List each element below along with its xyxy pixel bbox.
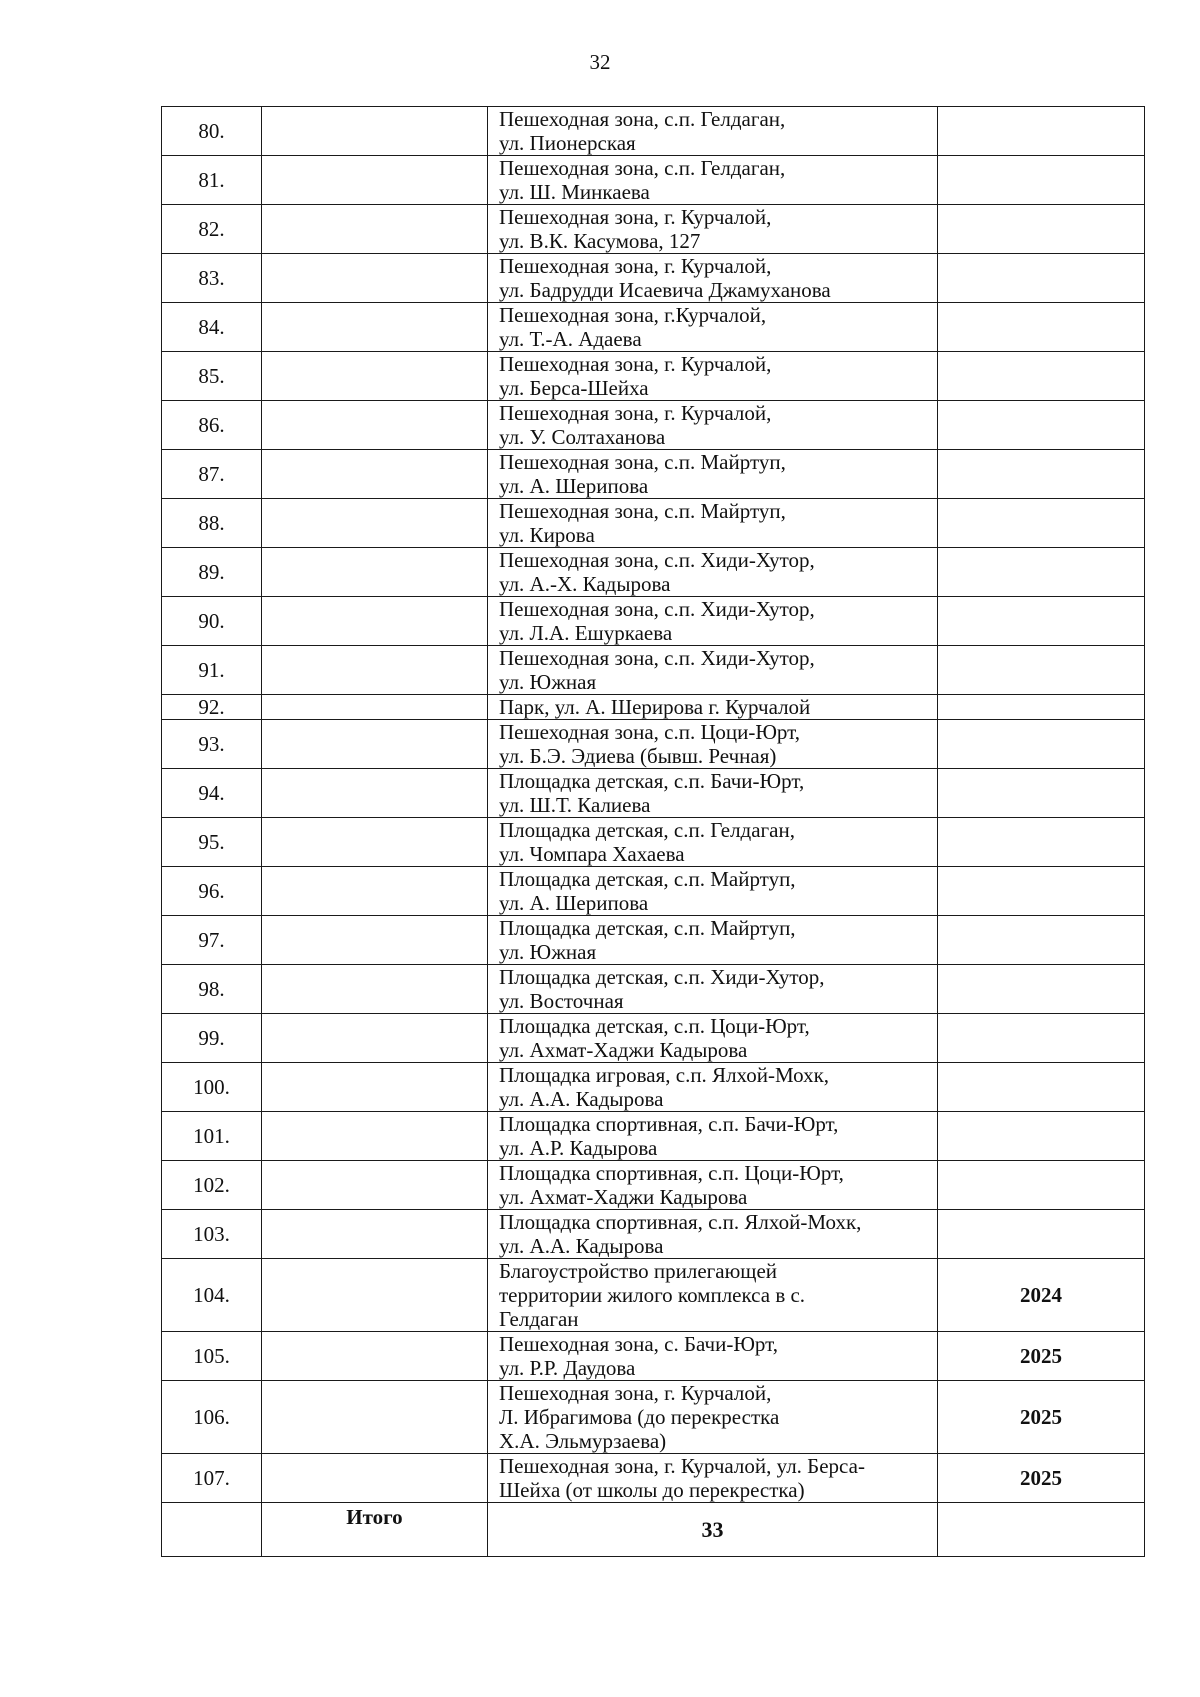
object-name <box>488 818 938 867</box>
row-number: 95. <box>162 818 262 867</box>
object-name <box>488 1381 938 1454</box>
table-row <box>162 107 1145 156</box>
object-name-line: Л. Ибрагимова (до перекрестка <box>499 1405 780 1429</box>
year-cell <box>938 818 1145 867</box>
object-name-line: Пешеходная зона, с.п. Хиди-Хутор, <box>499 548 815 572</box>
empty-cell <box>262 916 488 965</box>
year-cell <box>938 1063 1145 1112</box>
object-name <box>488 156 938 205</box>
object-name-line: ул. Берса-Шейха <box>499 376 649 400</box>
object-name-line: ул. Южная <box>499 670 597 694</box>
object-name-line: Пешеходная зона, г. Курчалой, <box>499 352 772 376</box>
object-name <box>488 867 938 916</box>
table-row <box>162 597 1145 646</box>
table-row <box>162 1381 1145 1454</box>
year-cell <box>938 107 1145 156</box>
object-name-line: ул. Южная <box>499 940 597 964</box>
table-row <box>162 352 1145 401</box>
table-row <box>162 254 1145 303</box>
row-number: 92. <box>162 695 262 720</box>
object-name <box>488 1014 938 1063</box>
empty-cell <box>262 352 488 401</box>
empty-cell <box>262 867 488 916</box>
year-cell <box>938 450 1145 499</box>
empty-cell <box>262 303 488 352</box>
object-name <box>488 646 938 695</box>
object-name-line: Пешеходная зона, г. Курчалой, ул. Берса- <box>499 1454 865 1478</box>
object-name-line: Благоустройство прилегающей <box>499 1259 778 1283</box>
row-number: 80. <box>162 107 262 156</box>
object-name-line: ул. А. Шерипова <box>499 474 649 498</box>
object-name <box>488 720 938 769</box>
object-name-line: ул. Бадрудди Исаевича Джамуханова <box>499 278 831 302</box>
object-name <box>488 1454 938 1503</box>
object-name-line: ул. Ахмат-Хаджи Кадырова <box>499 1185 748 1209</box>
object-name <box>488 1332 938 1381</box>
object-name <box>488 401 938 450</box>
object-name <box>488 916 938 965</box>
empty-cell <box>262 254 488 303</box>
row-number: 99. <box>162 1014 262 1063</box>
object-name-line: Пешеходная зона, с. Бачи-Юрт, <box>499 1332 778 1356</box>
year-cell <box>938 499 1145 548</box>
year-cell <box>938 916 1145 965</box>
year-cell <box>938 205 1145 254</box>
object-name <box>488 205 938 254</box>
row-number: 97. <box>162 916 262 965</box>
registry-table <box>161 106 1145 1557</box>
table-row <box>162 205 1145 254</box>
year-cell <box>938 720 1145 769</box>
object-name <box>488 107 938 156</box>
object-name-line: Пешеходная зона, с.п. Хиди-Хутор, <box>499 597 815 621</box>
year-cell <box>938 695 1145 720</box>
empty-cell <box>262 769 488 818</box>
object-name-line: ул. Восточная <box>499 989 624 1013</box>
object-name-line: Площадка спортивная, с.п. Цоци-Юрт, <box>499 1161 844 1185</box>
object-name-line: Гелдаган <box>499 1307 579 1331</box>
year-cell <box>938 303 1145 352</box>
total-year-cell <box>938 1503 1145 1557</box>
object-name-line: Площадка детская, с.п. Хиди-Хутор, <box>499 965 825 989</box>
table-row <box>162 499 1145 548</box>
object-name <box>488 499 938 548</box>
object-name-line: ул. Ш.Т. Калиева <box>499 793 651 817</box>
total-row <box>162 1503 1145 1557</box>
row-number: 96. <box>162 867 262 916</box>
row-number: 82. <box>162 205 262 254</box>
object-name <box>488 1210 938 1259</box>
object-name <box>488 597 938 646</box>
empty-cell <box>262 646 488 695</box>
object-name <box>488 548 938 597</box>
table-row <box>162 1259 1145 1332</box>
empty-cell <box>262 695 488 720</box>
table-row <box>162 769 1145 818</box>
table-row <box>162 548 1145 597</box>
row-number: 87. <box>162 450 262 499</box>
object-name-line: Площадка спортивная, с.п. Бачи-Юрт, <box>499 1112 839 1136</box>
row-number: 89. <box>162 548 262 597</box>
object-name-line: Площадка детская, с.п. Майртуп, <box>499 916 796 940</box>
row-number: 84. <box>162 303 262 352</box>
object-name <box>488 695 938 720</box>
empty-cell <box>262 499 488 548</box>
object-name-line: Пешеходная зона, г. Курчалой, <box>499 1381 772 1405</box>
table-row <box>162 916 1145 965</box>
table-row <box>162 303 1145 352</box>
empty-cell <box>262 548 488 597</box>
table-row <box>162 450 1145 499</box>
year-cell <box>938 1112 1145 1161</box>
row-number: 88. <box>162 499 262 548</box>
object-name-line: ул. В.К. Касумова, 127 <box>499 229 701 253</box>
table-row <box>162 818 1145 867</box>
row-number: 90. <box>162 597 262 646</box>
table-row <box>162 156 1145 205</box>
empty-cell <box>262 1014 488 1063</box>
object-name-line: ул. Пионерская <box>499 131 636 155</box>
empty-cell <box>262 401 488 450</box>
object-name-line: территории жилого комплекса в с. <box>499 1283 806 1307</box>
object-name <box>488 254 938 303</box>
empty-cell <box>262 597 488 646</box>
total-value: 33 <box>488 1503 938 1557</box>
empty-cell <box>262 965 488 1014</box>
table-row <box>162 401 1145 450</box>
empty-cell <box>262 205 488 254</box>
object-name-line: ул. У. Солтаханова <box>499 425 666 449</box>
table-row <box>162 1210 1145 1259</box>
year-cell <box>938 867 1145 916</box>
year-cell <box>938 1161 1145 1210</box>
object-name-line: ул. Ш. Минкаева <box>499 180 650 204</box>
year-cell <box>938 156 1145 205</box>
year-cell <box>938 352 1145 401</box>
row-number: 98. <box>162 965 262 1014</box>
row-number: 100. <box>162 1063 262 1112</box>
row-number: 101. <box>162 1112 262 1161</box>
year-cell <box>938 1014 1145 1063</box>
empty-cell <box>262 1332 488 1381</box>
table-row <box>162 1454 1145 1503</box>
row-number: 107. <box>162 1454 262 1503</box>
object-name-line: ул. А.А. Кадырова <box>499 1234 664 1258</box>
empty-cell <box>262 818 488 867</box>
object-name <box>488 1063 938 1112</box>
object-name-line: Пешеходная зона, с.п. Цоци-Юрт, <box>499 720 801 744</box>
object-name-line: ул. А.Р. Кадырова <box>499 1136 658 1160</box>
empty-cell <box>262 450 488 499</box>
object-name-line: Площадка детская, с.п. Цоци-Юрт, <box>499 1014 810 1038</box>
object-name-line: ул. Кирова <box>499 523 595 547</box>
year-cell <box>938 548 1145 597</box>
year-cell <box>938 401 1145 450</box>
row-number: 83. <box>162 254 262 303</box>
empty-cell <box>262 1161 488 1210</box>
object-name-line: ул. Т.-А. Адаева <box>499 327 642 351</box>
row-number: 93. <box>162 720 262 769</box>
empty-cell <box>262 1454 488 1503</box>
object-name-line: ул. А.-Х. Кадырова <box>499 572 671 596</box>
empty-cell <box>262 1381 488 1454</box>
object-name-line: Пешеходная зона, с.п. Майртуп, <box>499 450 786 474</box>
table-row <box>162 720 1145 769</box>
table-row <box>162 867 1145 916</box>
row-number: 85. <box>162 352 262 401</box>
object-name-line: ул. Ахмат-Хаджи Кадырова <box>499 1038 748 1062</box>
empty-cell <box>262 1063 488 1112</box>
empty-cell <box>262 107 488 156</box>
object-name-line: Пешеходная зона, с.п. Гелдаган, <box>499 156 786 180</box>
table-row <box>162 965 1145 1014</box>
year-cell: 2024 <box>938 1259 1145 1332</box>
empty-cell <box>262 720 488 769</box>
object-name-line: Пешеходная зона, с.п. Майртуп, <box>499 499 786 523</box>
object-name-line: Х.А. Эльмурзаева) <box>499 1429 667 1453</box>
object-name-line: ул. Б.Э. Эдиева (бывш. Речная) <box>499 744 777 768</box>
row-number: 104. <box>162 1259 262 1332</box>
table-row <box>162 1063 1145 1112</box>
table-body <box>162 107 1145 1503</box>
object-name-line: Площадка спортивная, с.п. Ялхой-Мохк, <box>499 1210 862 1234</box>
page-number: 32 <box>589 50 611 74</box>
year-cell: 2025 <box>938 1381 1145 1454</box>
object-name <box>488 450 938 499</box>
row-number: 86. <box>162 401 262 450</box>
object-name-line: Парк, ул. А. Шерирова г. Курчалой <box>499 695 811 719</box>
object-name-line: ул. А.А. Кадырова <box>499 1087 664 1111</box>
table-row <box>162 1014 1145 1063</box>
object-name-line: Пешеходная зона, г. Курчалой, <box>499 401 772 425</box>
total-label: Итого <box>262 1503 488 1557</box>
table-row <box>162 1161 1145 1210</box>
object-name-line: Пешеходная зона, с.п. Гелдаган, <box>499 107 786 131</box>
empty-cell <box>262 1259 488 1332</box>
empty-cell <box>262 1210 488 1259</box>
row-number: 81. <box>162 156 262 205</box>
object-name-line: ул. Л.А. Ешуркаева <box>499 621 673 645</box>
object-name <box>488 769 938 818</box>
year-cell <box>938 769 1145 818</box>
object-name <box>488 965 938 1014</box>
object-name-line: Пешеходная зона, г. Курчалой, <box>499 205 772 229</box>
object-name-line: Пешеходная зона, г. Курчалой, <box>499 254 772 278</box>
year-cell <box>938 597 1145 646</box>
object-name-line: Площадка детская, с.п. Майртуп, <box>499 867 796 891</box>
object-name <box>488 1112 938 1161</box>
object-name <box>488 352 938 401</box>
object-name-line: ул. Р.Р. Даудова <box>499 1356 636 1380</box>
table-row <box>162 695 1145 720</box>
object-name-line: Шейха (от школы до перекрестка) <box>499 1478 805 1502</box>
table-row <box>162 1332 1145 1381</box>
object-name-line: ул. Чомпара Хахаева <box>499 842 685 866</box>
row-number: 106. <box>162 1381 262 1454</box>
object-name-line: Пешеходная зона, с.п. Хиди-Хутор, <box>499 646 815 670</box>
object-name-line: ул. А. Шерипова <box>499 891 649 915</box>
object-name <box>488 1161 938 1210</box>
object-name-line: Площадка игровая, с.п. Ялхой-Мохк, <box>499 1063 830 1087</box>
object-name-line: Пешеходная зона, г.Курчалой, <box>499 303 767 327</box>
object-name-line: Площадка детская, с.п. Бачи-Юрт, <box>499 769 805 793</box>
year-cell <box>938 646 1145 695</box>
row-number: 103. <box>162 1210 262 1259</box>
row-number: 91. <box>162 646 262 695</box>
year-cell: 2025 <box>938 1454 1145 1503</box>
total-num-cell <box>162 1503 262 1557</box>
empty-cell <box>262 156 488 205</box>
year-cell <box>938 965 1145 1014</box>
year-cell: 2025 <box>938 1332 1145 1381</box>
year-cell <box>938 1210 1145 1259</box>
object-name <box>488 303 938 352</box>
object-name-line: Площадка детская, с.п. Гелдаган, <box>499 818 795 842</box>
row-number: 105. <box>162 1332 262 1381</box>
table-row <box>162 1112 1145 1161</box>
year-cell <box>938 254 1145 303</box>
row-number: 94. <box>162 769 262 818</box>
object-name <box>488 1259 938 1332</box>
empty-cell <box>262 1112 488 1161</box>
table-row <box>162 646 1145 695</box>
row-number: 102. <box>162 1161 262 1210</box>
